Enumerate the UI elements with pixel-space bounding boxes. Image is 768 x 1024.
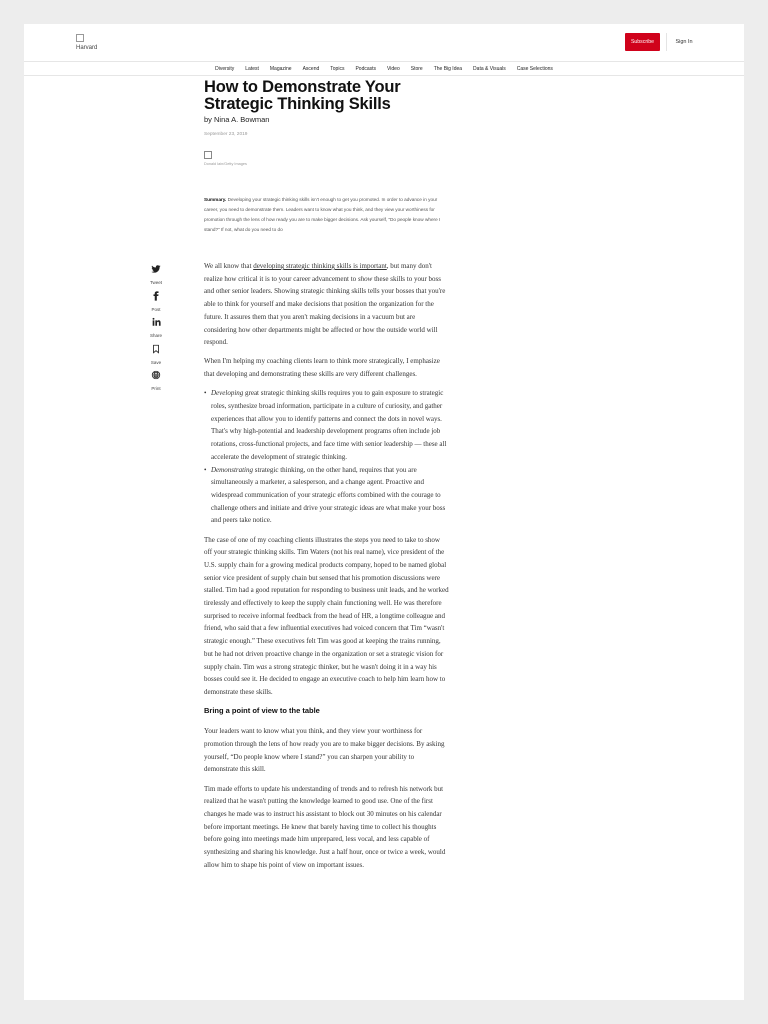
tweet-button[interactable] bbox=[140, 262, 172, 289]
nav-item-ascend[interactable]: Ascend bbox=[302, 65, 320, 72]
paragraph: Tim made efforts to update his understanding of trends and to refresh his network but realized that he wasn't putting the knowledge learned to good use. One of the first changes he made was to instruct his assistant to block out 30 minutes on his calendar before important meetings. He knew that barely having time to collect his thoughts before going into meetings made him unprepared, less vocal, and less capable of synthesizing and sharing his knowledge. Just a half hour, once or twice a week, would allow him to shape his point of view on important issues. bbox=[204, 784, 446, 869]
subscribe-button[interactable]: Subscribe bbox=[625, 33, 660, 51]
bookmark-icon bbox=[151, 343, 161, 355]
paragraph: We all know that developing strategic thinking skills is important, but many don't realize how critical it is to your career advancement to show these skills to your boss and other senior leaders. Showing strategic thinking skills tells your bosses that you're able to think for yourself and make decisions that position the organization for the future. It assures them that you aren't making decisions in a vacuum but are considering how other departments might be affected or how the outside world will respond. bbox=[204, 262, 446, 347]
post-label: Post bbox=[151, 306, 161, 312]
top-bar bbox=[24, 24, 744, 62]
nav-item-diversity[interactable]: Diversity bbox=[215, 65, 235, 72]
sign-in-link[interactable]: Sign In bbox=[675, 39, 693, 45]
twitter-icon bbox=[151, 263, 161, 275]
nav-item-topics[interactable]: Topics bbox=[330, 65, 345, 72]
section-heading: Bring a point of view to the table bbox=[204, 706, 320, 716]
list-item: • Demonstrating strategic thinking, on the other hand, requires that you are simultaneously a marketer, a salesperson, and a change agent. Proactive and widespread communication of your strategic efforts combined with the courage to challenge others and initiate and drive your strategic ideas are what make your boss and peers take notice. bbox=[211, 464, 449, 528]
broken-image-icon bbox=[76, 34, 84, 42]
list-item: • Developing great strategic thinking skills requires you to gain exposure to strategic roles, synthesize broad information, participate in a culture of curiosity, and gather experiences that allow you to identify patterns and connect the dots in novel ways. That's why high-potential and leadership development programs often include job rotations, cross-functional projects, and face time with senior leadership — these all accelerate the development of strategic thinking. bbox=[211, 387, 449, 463]
image-credit: Donald Iain/Getty Images bbox=[204, 162, 247, 166]
nav-item-case-selections[interactable]: Case Selections bbox=[516, 65, 553, 72]
logo-alt-text: Harvard bbox=[76, 45, 98, 51]
share-label: Share bbox=[149, 333, 162, 338]
facebook-icon bbox=[151, 290, 161, 302]
nav-item-magazine[interactable]: Magazine bbox=[269, 65, 292, 72]
print-button[interactable] bbox=[140, 368, 172, 395]
inline-link[interactable]: developing strategic thinking skills is important bbox=[253, 262, 387, 270]
share-button[interactable] bbox=[140, 315, 172, 342]
paragraph: The case of one of my coaching clients illustrates the steps you need to take to show off your strategic thinking skills. Tim Waters (not his real name), vice president of the U.S. supply chain for a growing medical products company, hoped to be named global senior vice president of supply chain but sensed that his promotion discussions were stalled. Tim had a good reputation for responding to business unit leads, and he worked tirelessly and effectively to keep the supply chain functioning well. He was therefore surprised to receive informal feedback from the head of HR, a longtime colleague and friend, who said that a few influential executives had voiced concern that Tim “wasn't strategic enough.” These executives felt Tim was good at keeping the trains running, but he had not driven proactive change in the organization or set a strategic vision for supply chain. Tim was a strong strategic thinker, but he wasn't doing it in a way his bosses could see it. He decided to engage an executive coach to help him learn how to demonstrate these skills. bbox=[204, 535, 449, 696]
summary-label: Summary. bbox=[204, 197, 227, 202]
save-button[interactable] bbox=[140, 342, 172, 369]
nav-item-big-idea[interactable]: The Big Idea bbox=[433, 65, 463, 72]
printer-icon bbox=[151, 369, 161, 381]
save-label: Save bbox=[150, 359, 162, 365]
article-body bbox=[204, 260, 449, 878]
article-title: How to Demonstrate Your Strategic Thinking Skills bbox=[204, 78, 401, 113]
harvard-logo[interactable] bbox=[76, 34, 146, 56]
main-nav bbox=[24, 62, 744, 76]
post-button[interactable] bbox=[140, 289, 172, 316]
nav-item-store[interactable]: Store bbox=[410, 65, 423, 72]
page bbox=[24, 24, 744, 1000]
share-rail bbox=[140, 262, 172, 395]
tweet-label: Tweet bbox=[149, 280, 162, 285]
print-label: Print bbox=[151, 386, 161, 391]
article-summary bbox=[204, 195, 446, 235]
header-divider bbox=[666, 33, 667, 51]
publish-date: September 23, 2019 bbox=[204, 132, 248, 137]
nav-item-data-visuals[interactable]: Data & Visuals bbox=[473, 65, 506, 72]
nav-item-podcasts[interactable]: Podcasts bbox=[355, 65, 377, 72]
nav-item-video[interactable]: Video bbox=[387, 65, 400, 72]
paragraph: Your leaders want to know what you think, and they view your worthiness for promotion through the lens of how ready you are to make bigger decisions. By asking yourself, “Do people know where I stand?” you can sharpen your ability to demonstrate this skill. bbox=[204, 727, 445, 774]
paragraph: When I'm helping my coaching clients learn to think more strategically, I emphasize that developing and demonstrating these skills are very different challenges. bbox=[204, 357, 440, 379]
hero-image bbox=[204, 151, 212, 159]
nav-item-latest[interactable]: Latest bbox=[245, 65, 259, 72]
linkedin-icon bbox=[151, 316, 161, 328]
byline[interactable]: by Nina A. Bowman bbox=[204, 115, 270, 124]
bullet-list bbox=[204, 387, 449, 527]
summary-text: Developing your strategic thinking skills isn't enough to get you promoted. In order to advance in your career, you need to demonstrate them. Leaders want to know what you think, and they view your worthiness for promotion through the lens of how ready you are to make bigger decisions. Ask yourself, “Do people know where I stand?” If not, what do you need to do bbox=[204, 197, 441, 232]
